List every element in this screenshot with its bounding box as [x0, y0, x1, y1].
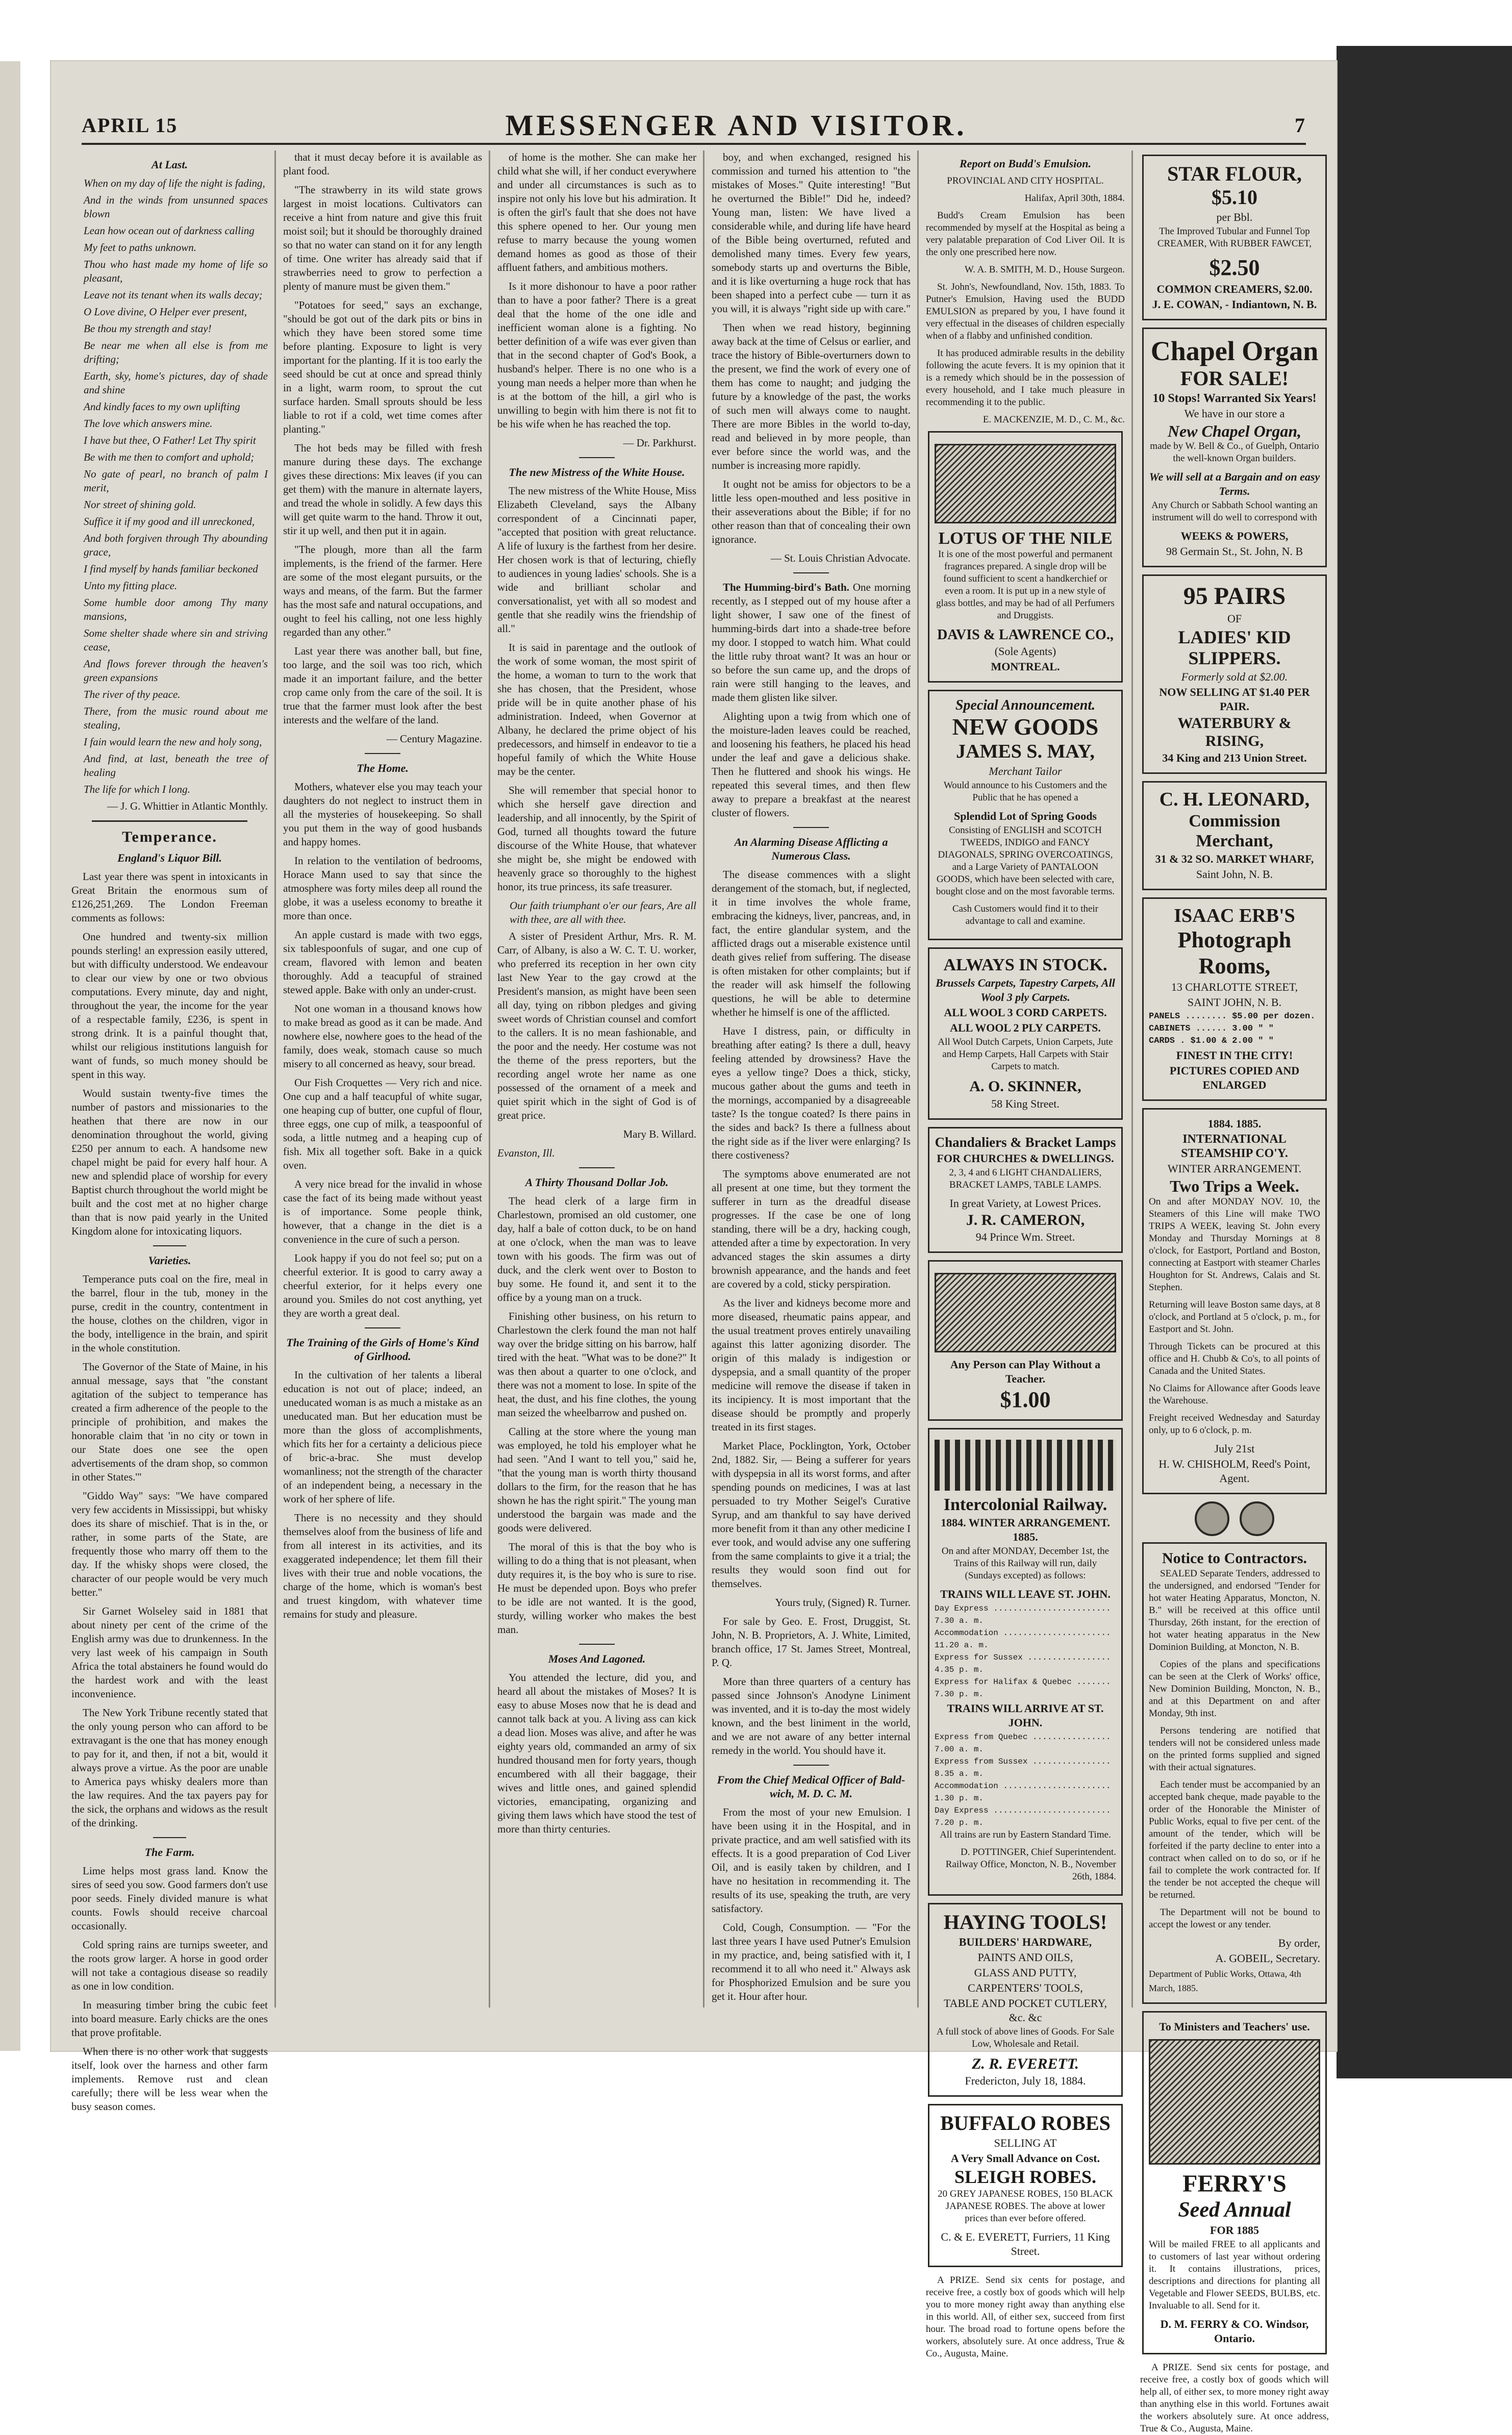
poem-line: Suffice it if my good and ill unreckoned, [84, 515, 255, 528]
ad-text: The Department will not be bound to accept the lowest or any tender. [1149, 1906, 1320, 1930]
ad-text: All Wool Dutch Carpets, Union Carpets, Jute and Hemp Carpets, Hall Carpets with Stair Carpets to match. [938, 1037, 1113, 1072]
article-paragraph: boy, and when exchanged, resigned his commission and turned his attention to "the mistakes of Moses." Quite interesting! "But he overturned the Bible!" Did he, indeed? Young man, listen: We have lived a considerable while, and during life have heard of the Bible being overturned, refuted and demolished many times. Every few years, somebody starts up and overturns the Bible, and it is like overturning a huge rock that has been shaped into a perfect cube — turn it as you will, it is always "right side up with care." [712, 151, 911, 315]
article-paragraph: "The strawberry in its wild state grows largest in moist locations. Cultivators can receive a hint from nature and give this fruit moist soil; but it should be thoroughly drained so that no water can stand on it for any length of time. One writer has already said that if strawberries need to grow to perfection a plenty of manure must be given them." [283, 184, 482, 292]
ad-text: Returning will leave Boston same days, at 8 o'clock, and Portland at 5 o'clock, p. m., for Eastport and St. John. [1149, 1299, 1320, 1335]
article-paragraph: An apple custard is made with two eggs, six tablespoonfuls of sugar, and one cup of cream, flavored with lemon and beaten thoroughly. Add a teacupful of strained stewed apple. Bake with only an under-crust. [283, 928, 482, 996]
section-heading-temperance: Temperance. [122, 829, 217, 845]
creamer-price: $2.50 [1209, 255, 1260, 280]
poem-line: My feet to paths unknown. [84, 241, 197, 254]
poem-line: I find myself by hands familiar beckoned [84, 563, 258, 575]
haying-item: TABLE AND POCKET CUTLERY, &c. &c [943, 1996, 1107, 2024]
poem-line: And kindly faces to my own uplifting [84, 400, 240, 413]
cameron-address: 94 Prince Wm. Street. [975, 1231, 1075, 1244]
robes-ad [928, 2104, 1123, 2267]
announcement-title: Special Announcement. [955, 697, 1096, 714]
ad-date: July 21st [1214, 1442, 1255, 1455]
erb-title: Photograph Rooms, [1177, 927, 1292, 978]
contractors-notice [1142, 1542, 1327, 2004]
slippers-count: 95 PAIRS [1183, 583, 1286, 610]
ad-text: Would announce to his Customers and the Public that he has opened a [943, 780, 1107, 804]
slippers-ad [1142, 574, 1327, 774]
royal-arms-emblem-icon [1140, 1501, 1329, 1536]
masthead [82, 107, 1306, 145]
price-row: CABINETS ...... 3.00 " " [1149, 1024, 1274, 1034]
teacher-price: $1.00 [1000, 1387, 1051, 1413]
merchant-name: JAMES S. MAY, [956, 741, 1095, 763]
quoted-verse: Our faith triumphant o'er our fears, Are all with thee, are all with thee. [510, 899, 696, 925]
new-goods-title: NEW GOODS [952, 714, 1099, 740]
teachers-title: To Ministers and Teachers' use. [1159, 2020, 1310, 2033]
article-paragraph: In relation to the ventilation of bedrooms, Horace Mann used to say that since the atmosphere was forty miles deep all round the globe, it was a useless economy to breathe it more than once. [283, 855, 482, 922]
ad-text: COMMON CREAMERS, $2.00. [1156, 282, 1313, 295]
article-paragraph: For sale by Geo. E. Frost, Druggist, St. John, N. B. Proprietors, A. J. White, Limited, branch office, 17 St. James Street, Montreal, P. Q. [712, 1615, 911, 1669]
davis-lawrence-city: MONTREAL. [991, 660, 1060, 673]
article-paragraph: The new mistress of the White House, Miss Elizabeth Cleveland, says the Albany correspondent of a Cincinnati paper, "accepted that position with great reluctance. A life of luxury is the farthest from her desire. Her chosen work is that of lecturing, chiefly to audiences in young ladies' schools. She is a wide and brilliant scholar and conversationalist, yet with all so modest and gentle that she readily wins the friendship of all." [497, 485, 696, 635]
ad-text: Through Tickets can be procured at this office and H. Chubb & Co's, to all points of Canada and the United States. [1149, 1341, 1320, 1376]
article-paragraph: She will remember that special honor to which she herself gave direction and leadership, and all innocently, by the Spirit of God, turned all thoughts toward the future discourse of the White House, that whatever she might be, she might be endowed with heavenly grace so thoroughly to the highest honor, its true princess, its safe treasurer. [497, 784, 696, 893]
issue-date: APRIL 15 [82, 113, 178, 137]
column-3 [497, 150, 696, 2007]
timetable-row: Express for Halifax & Quebec ....... 7.30 p. m. [935, 1677, 1111, 1699]
timetable-row: Accommodation ...................... 11.20 a. m. [935, 1628, 1111, 1650]
railway-ad [928, 1428, 1123, 1896]
article-paragraph: You attended the lecture, did you, and heard all about the mistakes of Moses? It is easy to abuse Moses now that he is dead and cannot talk back at you. A living ass can kick a dead lion. Moses was alive, and after he was eighty years old, commanded an army of six hundred thousand men for forty years, though encumbered with all their baggage, their wives and little ones, and gained splendid victories, emancipating, organizing and giving them laws which have stood the test of more than thirty centuries. [497, 1671, 696, 1835]
ad-title: Report on Budd's Emulsion. [960, 157, 1091, 170]
article-title: Moses And Lagoned. [548, 1652, 646, 1665]
article-title: The Home. [357, 762, 409, 774]
lotus-title: LOTUS OF THE NILE [938, 529, 1113, 548]
ad-text: Consisting of ENGLISH and SCOTCH TWEEDS, INDIGO and FANCY DIAGONALS, SPRING OVERCOATINGS, and a Large Variety of PANTALOON GOODS, which have been selected with care, bought close and on the most favorable terms. [936, 825, 1115, 897]
article-divider [365, 753, 400, 754]
leonard-city: Saint John, N. B. [1196, 868, 1273, 881]
article-title: From the Chief Medical Officer of Bald-wich, M. D. C. M. [717, 1773, 905, 1800]
steamship-years: 1884. 1885. [1207, 1117, 1262, 1131]
ad-text: NOW SELLING AT $1.40 PER PAIR. [1159, 686, 1310, 713]
article-divider [365, 1327, 400, 1328]
poem-line: I fain would learn the new and holy song, [84, 736, 262, 748]
ad-signature: C. & E. EVERETT, Furriers, 11 King Street. [941, 2230, 1110, 2257]
article-paragraph: Cold, Cough, Consumption. — "For the last three years I have used Putner's Emulsion in my practice, and, being satisfied with it, I recommend it to all who need it." Always ask for Phosphorized Emulsion and be sure you get it. Hour after hour. [712, 1921, 911, 2002]
ferry-subtitle: Seed Annual [1178, 2198, 1291, 2222]
ad-text: We will sell at a Bargain and on easy Terms. [1149, 470, 1320, 498]
erb-name: ISAAC ERB'S [1174, 905, 1295, 927]
prize-ad: A PRIZE. Send six cents for postage, and receive free, a costly box of goods which will help you to more money right away than anything else in this world. All, of either sex, succeed from first hour. The broad road to fortune opens before the workers, absolutely sure. At once address, True & Co., Augusta, Maine. [926, 2274, 1125, 2359]
ad-signature: H. W. CHISHOLM, Reed's Point, Agent. [1158, 1458, 1311, 1485]
article-paragraph: Calling at the store where the young man was employed, he told his employer what he had seen. "And I want to tell you," said he, "that the young man is worth thirty thousand dollars to the firm, for the reason that he has shown he has the right spirit." The young man understood the bargain was made and the goods were delivered. [497, 1425, 696, 1534]
ad-text: Cash Customers would find it to their advantage to call and examine. [952, 903, 1099, 927]
poem-line: Earth, sky, home's pictures, day of shade and shine [84, 370, 268, 396]
steamship-ad [1142, 1108, 1327, 1494]
article-paragraph: "The plough, more than all the farm implements, is the friend of the farmer. Here are some of the most elegant pursuits, or the ways and means, of the farm. But the farmer has the most safe and natural occupations, and ought to feel his calling, not one less highly regarded than any other." [283, 543, 482, 638]
train-engraving-illustration [935, 1440, 1116, 1491]
ad-text: A full stock of above lines of Goods. For Sale Low, Wholesale and Retail. [936, 2026, 1115, 2049]
article-paragraph: The hot beds may be filled with fresh manure during these days. The exchange gives these directions: Mix leaves (if you can get them) with the manure in alternate layers, and tread the whole in solidly. A few days this will get quite warm to the hand. Throw it out, stir it up well, and then put it in again. [283, 442, 482, 537]
article-paragraph: It is said in parentage and the outlook of the work of some woman, the most spirit of the home, a woman to turn to the work that she has chosen, that the President, whose pride will be in quite another phase of his administration. Indeed, when Governor at Albany, he declared the prime object of his predecessors, and himself in endeavor to tie a hopeful family of which the White House may be the center. [497, 641, 696, 777]
article-paragraph: The disease commences with a slight derangement of the stomach, but, if neglected, it in time involves the whole frame, embracing the kidneys, liver, pancreas, and, in fact, the entire glandular system, and the afflicted drags out a miserable existence until death gives relief from suffering. The disease is often mistaken for other complaints; but if the reader will ask himself the following questions, he will be able to determine whether he himself is one of the afflicted. [712, 868, 911, 1018]
slippers-title: LADIES' KID SLIPPERS. [1178, 626, 1291, 669]
article-paragraph: Not one woman in a thousand knows how to make bread as good as it can be made. And nowhere else, nowhere goes to the head of the family, does weak, stomach cause so much misery to all concerned as heavy, sour bread. [283, 1002, 482, 1070]
robes-title: BUFFALO ROBES [940, 2112, 1111, 2135]
james-may-ad [928, 690, 1123, 940]
ad-text: Each tender must be accompanied by an accepted bank cheque, made payable to the order of the Honorable the Minister of Public Works, equal to five per cent. of the amount of the tender, which will be forfeited if the party decline to enter into a contract when called on to do so, or if he fail to complete the work contracted for. If the tender be not accepted the cheque will be returned. [1149, 1779, 1320, 1900]
poem-line: O Love divine, O Helper ever present, [84, 306, 247, 318]
robes-line: A Very Small Advance on Cost. [950, 2152, 1100, 2165]
ad-text: made by W. Bell & Co., of Guelph, Ontario the well-known Organ builders. [1150, 441, 1319, 464]
article-paragraph: One hundred and twenty-six million pounds sterling! an expression easily uttered, but with difficulty understood. We endeavour to clear our view by one or two obvious computations. Every minute, day and night, throughout the year, the income for the year of a respectable family, £236, is spent in strong drink. It is a painful thought that, whilst our religious institutions languish for want of funds, so much money should be spent in this way. [71, 931, 268, 1081]
timetable-arrivals [935, 1731, 1116, 1829]
cameron-name: J. R. CAMERON, [966, 1211, 1085, 1228]
skinner-name: A. O. SKINNER, [969, 1078, 1081, 1095]
article-title: The new Mistress of the White House. [509, 466, 685, 479]
article-paragraph: Have I distress, pain, or difficulty in breathing after eating? Is there a dull, heavy feeling attended by drowsiness? Have the eyes a yellow tinge? Does a thick, sticky, mucous gather about the gums and teeth in the mornings, accompanied by a disagreeable taste? Is the tongue coated? Is there pains in the sides and back? Is there a fullness about the right side as if the liver were enlarging? Is there costiveness? [712, 1025, 911, 1161]
robes-line: SELLING AT [994, 2137, 1057, 2150]
column-4 [712, 150, 911, 2007]
article-paragraph: A very nice bread for the invalid in whose case the fact of its being made without yeast is of importance. Some people think, however, that a change in the diet is a convenience in the cure of such a person. [283, 1178, 482, 1245]
steamship-title: INTERNATIONAL STEAMSHIP CO'Y. [1181, 1133, 1288, 1161]
newspaper-title: MESSENGER AND VISITOR. [505, 108, 967, 142]
ad-signature: W. A. B. SMITH, M. D., House Surgeon. [964, 264, 1125, 275]
poem-line: Be thou my strength and stay! [84, 322, 212, 335]
steamship-trips: Two Trips a Week. [1170, 1177, 1299, 1196]
ad-text: Budd's Cream Emulsion has been recommended by myself at the Hospital as being a very palatable preparation of Cod Liver Oil. It is the only one prescribed here now. [926, 210, 1125, 258]
stock-line: ALL WOOL 2 PLY CARPETS. [950, 1021, 1101, 1035]
flour-title: STAR FLOUR, [1167, 162, 1302, 185]
column-rule [917, 150, 919, 2007]
article-paragraph: Temperance puts coal on the fire, meal in the barrel, flour in the tub, money in the purse, credit in the country, contentment in the house, clothes on the children, vigor in the body, intelligence in the brain, and spirit in the whole constitution. [71, 1273, 268, 1354]
ad-signature: A. GOBEIL, Secretary. [1215, 1951, 1320, 1965]
article-divider [579, 1644, 615, 1645]
ad-text: Any Church or Sabbath School wanting an instrument will do well to correspond with [1151, 500, 1318, 523]
article-paragraph: As the liver and kidneys become more and more diseased, rheumatic pains appear, and the usual treatment proves entirely unavailing against this latter agonizing disorder. The origin of this malady is indigestion or dyspepsia, and a small quantity of the proper medicine will remove the disease if taken in its incipiency. It is most important that the disease should be promptly and properly treated in its first stages. [712, 1297, 911, 1433]
article-paragraph: Would sustain twenty-five times the number of pastors and missionaries to the heathen that there are now in our denomination throughout the world, giving £250 per annum to each. A handsome new chapel might be paid for every half hour. A new and splendid place of worship for every Baptist church throughout the world might be built and the cost met at no higher charge than that is now paid yearly in the United Kingdom alone for intoxicating liquors. [71, 1087, 268, 1237]
column-rule [489, 150, 490, 2007]
leonard-name: C. H. LEONARD, [1159, 789, 1310, 811]
erb-photograph-ad [1142, 897, 1327, 1101]
timetable-row: Day Express ........................ 7.30 a. m. [935, 1603, 1111, 1625]
ferry-firm: D. M. FERRY & CO. Windsor, Ontario. [1160, 2317, 1309, 2345]
ad-text: The Improved Tubular and Funnel Top CREAMER, With RUBBER FAWCET, [1157, 226, 1312, 249]
column-2 [283, 150, 482, 2007]
ad-text: Will be mailed FREE to all applicants and to customers of last year without ordering it. It contains illustrations, prices, descriptions and directions for planting all Vegetable and Flower SEEDS, BULBS, etc. Invaluable to all. Send for it. [1149, 2239, 1320, 2311]
column-5-ads [926, 150, 1125, 2359]
poem-line: Thou who hast made my home of life so pleasant, [84, 258, 268, 284]
poem-line: And find, at last, beneath the tree of healing [84, 752, 268, 779]
article-paragraph: A sister of President Arthur, Mrs. R. M. Carr, of Albany, is also a W. C. T. U. worker, who preferred its reception in her own city last New Year to the gay crowd at the President's mansion, as might have been seen all day, tying on ribbon pledges and giving sweet words of Christian counsel and comfort to the callers. It is no mean fashionable, and the poor and the needy. Her costume was not the theme of the press reporters, but the recording angel wrote her name as one possessed of the ornament of a meek and quiet spirit which in the sight of God is of great price. [497, 930, 696, 1121]
erb-city: SAINT JOHN, N. B. [1187, 996, 1282, 1009]
article-divider [793, 572, 829, 573]
article-paragraph: Our Fish Croquettes — Very rich and nice. One cup and a half teacupful of white sugar, one heaping cup of butter, one cupful of flour, three eggs, one cup of milk, a teaspoonful of soda, a little nutmeg and a heaping cup of fish. Mix all together soft. Bake in a quick oven. [283, 1076, 482, 1171]
article-title: A Thirty Thousand Dollar Job. [525, 1176, 669, 1189]
article-title: The Training of the Girls of Home's Kind of Girlhood. [286, 1336, 479, 1363]
page-number: 7 [1295, 113, 1306, 137]
steamship-subtitle: WINTER ARRANGEMENT. [1167, 1162, 1302, 1175]
article-paragraph: Lime helps most grass land. Know the sires of seed you sow. Good farmers don't use poor seeds. Finely divided manure is what counts. Fowls should receive charcoal occasionally. [71, 1865, 268, 1932]
ad-highlight: Splendid Lot of Spring Goods [954, 810, 1097, 823]
ad-text: Persons tendering are notified that tenders will not be considered unless made on the printed forms supplied and signed with their actual signatures. [1149, 1725, 1320, 1773]
leonard-address: 31 & 32 SO. MARKET WHARF, [1155, 852, 1314, 866]
poem-line: Leave not its tenant when its walls decay; [84, 289, 263, 301]
ad-text: St. John's, Newfoundland, Nov. 15th, 1883. To Putner's Emulsion, Having used the BUDD EMULSION as prepared by you, I have found it very effectual in the diseases of children especially when of a flabby and unfinished condition. [926, 282, 1125, 341]
article-credit: — St. Louis Christian Advocate. [770, 552, 911, 564]
ad-text: 20 GREY JAPANESE ROBES, 150 BLACK JAPANESE ROBES. The above at lower prices than ever before offered. [938, 2188, 1113, 2224]
article-paragraph: Cold spring rains are turnips sweeter, and the roots grow larger. A horse in good order will not take a contagious disease so readily as one in low condition. [71, 1939, 268, 1992]
haying-item: PAINTS AND OILS, [977, 1950, 1073, 1964]
ad-subtitle: PROVINCIAL AND CITY HOSPITAL. [947, 175, 1104, 186]
article-title: An Alarming Disease Afflicting a Numerous Class. [734, 836, 888, 862]
poem-line: Be near me when all else is from me drifting; [84, 339, 268, 365]
railway-title: Intercolonial Railway. [943, 1495, 1107, 1514]
ad-text: We have in our store a [1184, 407, 1285, 420]
article-paragraph: It ought not be amiss for objectors to be a little less open-mouthed and less positive in their asseverations about the Bible; if for no other reason than that of concealing their own ignorance. [712, 478, 911, 545]
timetable-row: Express from Sussex ................ 8.35 a. m. [935, 1756, 1111, 1778]
poem-line: Be with me then to comfort and uphold; [84, 451, 255, 463]
timetable-heading: TRAINS WILL LEAVE ST. JOHN. [940, 1587, 1111, 1600]
article-credit: — Century Magazine. [386, 733, 482, 745]
article-divider [153, 1837, 186, 1838]
timetable-heading: TRAINS WILL ARRIVE AT ST. JOHN. [947, 1701, 1104, 1729]
ad-text: On and after MONDAY, December 1st, the Trains of this Railway will run, daily (Sundays excepted) as follows: [941, 1545, 1110, 1581]
ad-text: 2, 3, 4 and 6 LIGHT CHANDALIERS, BRACKET LAMPS, TABLE LAMPS. [949, 1167, 1102, 1190]
article-paragraph: There is no necessity and they should themselves aloof from the business of life and from all interest in its activities, and its exaggerated independence; let them fill their lives with their true and noble vocations, the charge of the home, which is woman's best and truest kingdom, with whatever time remains for study and pleasure. [283, 1512, 482, 1620]
poem-line: Nor street of shining gold. [84, 498, 196, 511]
column-1 [71, 150, 268, 2113]
timetable-row: Day Express ........................ 7.20 p. m. [935, 1805, 1111, 1827]
article-paragraph [712, 581, 911, 705]
article-paragraph: More than three quarters of a century has passed since Johnson's Anodyne Liniment was invented, and it is to-day the most widely known, and the best liniment in the world, and we are not aware of any better internal remedy in the world. You should have it. [712, 1675, 911, 1756]
erb-address: 13 CHARLOTTE STREET, [1171, 981, 1298, 994]
article-divider [793, 1765, 829, 1766]
haying-tools-ad [928, 1903, 1123, 2097]
stock-subtitle: Brussels Carpets, Tapestry Carpets, All Wool 3 ply Carpets. [936, 976, 1115, 1004]
article-paragraph: The New York Tribune recently stated that the only young person who can afford to be extravagant is the one that has money enough to pay for it, and then, if not a bit, would it always prove a virtue. As the poor are unable to America pays whisky dealers more than the law requires. And the tax payers pay for the sick, the orphans and widows as the result of the drinking. [71, 1706, 268, 1829]
article-paragraph: The head clerk of a large firm in Charlestown, promised an old customer, one day, half a bale of cotton duck, to be on hand at one o'clock, when the man was to leave town with his goods. The firm was out of duck, and the clerk went over to Boston to buy some. He found it, and sent it to the office by a young man on a truck. [497, 1195, 696, 1303]
poem-line: And flows forever through the heaven's green expansions [84, 658, 268, 684]
music-teacher-ad [928, 1260, 1123, 1421]
lotus-ad [928, 431, 1123, 683]
article-run-in-title: The Humming-bird's Bath. [723, 581, 849, 593]
lotus-engraving-illustration [935, 444, 1116, 523]
book-engraving-illustration [1149, 2039, 1320, 2165]
article-credit: Mary B. Willard. [623, 1128, 696, 1140]
organ-address: 98 Germain St., St. John, N. B [1166, 545, 1303, 558]
poem-line: Some humble door among Thy many mansions, [84, 596, 268, 622]
timetable-departures [935, 1602, 1116, 1700]
ad-signature: D. POTTINGER, Chief Superintendent. Railway Office, Moncton, N. B., November 26th, 1884. [945, 1846, 1116, 1882]
article-paragraph: "Potatoes for seed," says an exchange, "should be got out of the dark pits or bins in which they have been stored some time before planting. Exposure to light is very important for the planting. If it is too early the seed should be cut at once and spread thinly in a light, warm room, to sprout the cut surface harden. Small sprouts should be less liable to rot if a cold, wet time comes after planting." [283, 299, 482, 435]
column-rule [703, 150, 704, 2007]
article-paragraph: Market Place, Pocklington, York, October 2nd, 1882. Sir, — Being a sufferer for years with dyspepsia in all its worst forms, and after spending pounds on medicines, I was at last persuaded to try Mother Seigel's Curative Syrup, and am thankful to say have derived more benefit from it than any other medicine I ever took, and would advise any one suffering from the same complaints to give it a trial; the results they would soon find out for themselves. [712, 1440, 911, 1590]
railway-subtitle: 1884. WINTER ARRANGEMENT. 1885. [941, 1516, 1110, 1543]
leonard-role: Commission Merchant, [1189, 812, 1280, 851]
article-paragraph: Is it more dishonour to have a poor rather than to have a poor father? There is a great deal that the home of the one idle and inefficient woman alone is a fighting. No better definition of a wife was ever given than that in the second chapter of God's Book, a husband's helper. There is no one who is a young man needs a helper more than when he is at the bottom of the hill, a girl who is unwilling to begin with him there is not fit to be his wife when he has reached the top. [497, 280, 696, 430]
poem-body [71, 177, 268, 796]
everett-address: Fredericton, July 18, 1884. [965, 2074, 1086, 2088]
erb-price-list [1149, 1011, 1320, 1047]
poem-line: The love which answers mine. [84, 417, 213, 430]
davis-lawrence-name: DAVIS & LAWRENCE CO., [937, 627, 1114, 643]
waterbury-address: 34 King and 213 Union Street. [1162, 751, 1307, 765]
article-paragraph: Then when we read history, beginning away back at the time of Celsus or earlier, and trace the history of Bible-overturners down to the present, we find the work of every one of them has come to naught; and judging the future by a knowledge of the past, the works of such men will always come to naught. There are more Bibles in the world to-day, read and believed in by more people, than ever before since the world was, and the number is increasing more rapidly. [712, 321, 911, 471]
previous-page-edge [0, 61, 20, 2051]
article-paragraph: Mothers, whatever else you may teach your daughters do not neglect to instruct them in all the mysteries of housekeeping. So shall you put them in the way of good husbands and happy homes. [283, 781, 482, 848]
timetable-row: Express from Quebec ................ 7.00 a. m. [935, 1732, 1111, 1754]
flour-price: $5.10 [1212, 186, 1257, 209]
column-6-ads [1140, 150, 1329, 2434]
ad-signature: E. MACKENZIE, M. D., C. M., &c. [982, 414, 1125, 425]
poem-line: I have but thee, O Father! Let Thy spirit [84, 434, 256, 446]
poem-line: And in the winds from unsunned spaces blown [84, 194, 268, 220]
ferry-year: FOR 1885 [1210, 2223, 1259, 2237]
ferry-title: FERRY'S [1182, 2170, 1287, 2197]
piano-engraving-illustration [935, 1273, 1116, 1352]
chapel-organ-ad [1142, 328, 1327, 568]
article-paragraph: In measuring timber bring the cubic feet into board measure. Early chicks are the ones that prove profitable. [71, 1999, 268, 2039]
poem-line: When on my day of life the night is fading, [84, 177, 265, 189]
article-paragraph: that it must decay before it is available as plant food. [283, 151, 482, 177]
stock-title: ALWAYS IN STOCK. [943, 956, 1107, 975]
ad-text: It is one of the most powerful and permanent fragrances prepared. A single drop will be found sufficient to scent a handkerchief or even a room. It is put up in a new style of glass bottles, and may be had of all Perfumers and Druggists. [936, 549, 1115, 621]
article-title: The Farm. [144, 1846, 195, 1859]
article-dateline: Evanston, Ill. [497, 1147, 555, 1159]
article-paragraph: Look happy if you do not feel so; put on a cheerful exterior. It is good to carry away a cheerful exterior, for it helps every one around you. Smiles do not cost anything, yet they are worth a great deal. [283, 1252, 482, 1319]
article-paragraph: The symptoms above enumerated are not all present at one time, but they torment the sufferer in turn as the dreadful disease progresses. If the case be one of long standing, there will be a dry, hacking cough, attended after a time by expectoration. In very advanced stages the skin assumes a dirty brownish appearance, and the hands and feet are covered by a cold, sticky perspiration. [712, 1168, 911, 1290]
ad-signature: Department of Public Works, Ottawa, 4th March, 1885. [1149, 1968, 1301, 1993]
column-rule [274, 150, 276, 2007]
article-credit: — Dr. Parkhurst. [623, 437, 696, 449]
ad-text: It has produced admirable results in the debility following the acute fevers. It is my opinion that it is a remedy which should be in the possession of every household, and I take much pleasure in recommending it to the public. [926, 348, 1125, 408]
article-divider [793, 827, 829, 828]
ad-signature: By order, [1278, 1936, 1320, 1949]
article-title: England's Liquor Bill. [117, 851, 222, 864]
article-text: One morning recently, as I stepped out of my house after a light shower, I saw one of the finest of humming-birds dart into a shade-tree before my door. I stopped to watch him. What could the little ruby throat want? It was an hour or so before the sun came up, and the drops of rain were still hanging to the leaves, and made them glisten like silver. [712, 581, 911, 704]
ad-text: SEALED Separate Tenders, addressed to the undersigned, and endorsed "Tender for hot water Heating Apparatus, Moncton, N. B." will be received at this office until Thursday, 26th instant, for the erection of hot water heating apparatus in the New Dominion Building, at Moncton, N. B. [1149, 1568, 1320, 1652]
erb-pictures: PICTURES COPIED AND ENLARGED [1169, 1064, 1300, 1092]
organ-stops: 10 Stops! Warranted Six Years! [1152, 391, 1317, 405]
merchant-role: Merchant Tailor [989, 765, 1062, 778]
poem-line: Lean how ocean out of darkness calling [84, 224, 255, 237]
haying-subtitle: BUILDERS' HARDWARE, [959, 1935, 1092, 1948]
timetable-row: Accommodation ...................... 1.30 p. m. [935, 1781, 1111, 1803]
article-paragraph: The moral of this is that the boy who is willing to do a thing that is not pleasant, when duty requires it, is the boy who is sure to rise. He must be depended upon. Boys who prefer to be idle are not wanted. It is the good, sturdy, willing worker who makes the best man. [497, 1541, 696, 1636]
haying-item: CARPENTERS' TOOLS, [968, 1981, 1083, 1994]
article-paragraph: Finishing other business, on his return to Charlestown the clerk found the man not half way over the bridge sitting on his barrow, half tired with the heat. "What was to be done?" It was then about a quarter to one o'clock, and there was not a moment to lose. In spite of the heat, the dust, and his fine clothes, the young man seized the wheelbarrow and pushed on. [497, 1310, 696, 1419]
cowan-name: J. E. COWAN, - Indiantown, N. B. [1152, 297, 1317, 311]
background-dark-strip [1337, 46, 1512, 2078]
organ-for-sale: FOR SALE! [1180, 366, 1289, 390]
ad-text: In great Variety, at Lowest Prices. [949, 1196, 1101, 1210]
chandeliers-title: Chandaliers & Bracket Lamps [935, 1134, 1116, 1150]
article-paragraph: of home is the mother. She can make her child what she will, if her conduct everywhere and under all circumstances is such as to inspire not only his love but his admiration. It is often the girl's fault that she does not have this sphere opened to her. Our young men refuse to marry because the young women demand homes as good as those of their affluent fathers, and ambitious mothers. [497, 151, 696, 273]
leonard-ad [1142, 781, 1327, 890]
price-row: CARDS . $1.00 & 2.00 " " [1149, 1036, 1274, 1046]
slippers-of: OF [1227, 612, 1242, 625]
stock-line: ALL WOOL 3 CORD CARPETS. [944, 1006, 1107, 1019]
ad-text: Copies of the plans and specifications can be seen at the Clerk of Works' office, New Dominion Building, Moncton, N. B., and at this Department on and after Monday, 9th inst. [1149, 1659, 1320, 1719]
ad-date: Halifax, April 30th, 1884. [1024, 193, 1125, 204]
organ-firm: WEEKS & POWERS, [1180, 530, 1289, 543]
column-rule [1131, 150, 1133, 2007]
skinner-carpets-ad [928, 947, 1123, 1120]
article-credit: Yours truly, (Signed) R. Turner. [775, 1596, 911, 1609]
organ-highlight: New Chapel Organ, [1167, 421, 1302, 440]
poem-line: The life for which I long. [84, 783, 190, 795]
poem-title: At Last. [152, 158, 188, 171]
flour-unit: per Bbl. [1216, 211, 1253, 223]
poem-line: And both forgiven through Thy abounding grace, [84, 532, 268, 558]
organ-title: Chapel Organ [1150, 335, 1319, 366]
chandeliers-subtitle: FOR CHURCHES & DWELLINGS. [937, 1151, 1114, 1165]
article-paragraph: "Giddo Way" says: "We have compared very few accidents in Mississippi, but whisky does its share of mischief. That is in the, or rather, in some parts of the State, are frequently those who marry off them to the day. If the whisky shops were closed, the character of our people would be very much better." [71, 1490, 268, 1598]
ad-text: Formerly sold at $2.00. [1181, 670, 1288, 684]
skinner-address: 58 King Street. [991, 1097, 1060, 1110]
newspaper-page [51, 61, 1337, 2434]
article-title: Varieties. [148, 1254, 191, 1267]
sleigh-title: SLEIGH ROBES. [954, 2167, 1097, 2188]
erb-finest: FINEST IN THE CITY! [1176, 1049, 1293, 1062]
poem-line: There, from the music round about me stealing, [84, 705, 268, 731]
ad-text: No Claims for Allowance after Goods leave the Warehouse. [1149, 1383, 1320, 1406]
article-paragraph: In the cultivation of her talents a liberal education is not out of place; indeed, an uneducated woman is as much a mistake as an uneducated man. But her education must be more than the gloss of accomplishments, which fits her for a certainty a delicious piece of bric-a-brac. She must develop womanliness; not the strength of the character of an independent being, a necessary in the work of her sphere of life. [283, 1369, 482, 1505]
timetable-row: Express for Sussex ................. 4.35 p. m. [935, 1652, 1111, 1674]
haying-item: GLASS AND PUTTY, [974, 1966, 1077, 1979]
ad-text: All trains are run by Eastern Standard Time. [940, 1829, 1111, 1840]
article-divider [579, 1167, 615, 1168]
article-paragraph: From the most of your new Emulsion. I have been using it in the Hospital, and in private practice, and am well satisfied with its effects. It is a good preparation of Cod Liver Oil, and is easily taken by children, and I have no hesitation in recommending it. The results of its use, speaking the truth, are very satisfactory. [712, 1806, 911, 1915]
haying-title: HAYING TOOLS! [943, 1910, 1107, 1934]
everett-name: Z. R. EVERETT. [972, 2055, 1079, 2072]
article-divider [153, 1245, 186, 1246]
poem-line: The river of thy peace. [84, 688, 181, 700]
poem-line: Some shelter shade where sin and striving cease, [84, 627, 268, 653]
article-paragraph: The Governor of the State of Maine, in his annual message, says that "the constant agitation of the subject to temperance has created a firm adherence of the people to the principle of prohibition, and makes the honorable claim that 'in no city or town in our State does one see the open advertisements of the dram shop, so common in other States.'" [71, 1361, 268, 1483]
star-flour-ad [1142, 155, 1327, 320]
poem-credit: — J. G. Whittier in Atlantic Monthly. [107, 800, 268, 812]
ad-text: Freight received Wednesday and Saturday only, up to 6 o'clock, p. m. [1149, 1413, 1320, 1436]
prize-ad: A PRIZE. Send six cents for postage, and receive free, a costly box of goods which will help all, of either sex, to more money right away than anything else in this world. Fortunes await the workers absolutely sure. At once address, True & Co., Augusta, Maine. [1140, 2362, 1329, 2434]
waterbury-name: WATERBURY & RISING, [1177, 715, 1292, 749]
section-divider [92, 820, 247, 822]
article-paragraph: Alighting upon a twig from which one of the moisture-laden leaves could be reached, and loosening his feathers, he placed his head under the leaf and gave a delicious shake. Then he fluttered and shook his wings. He repeated this several times, and then flew away to prepare a breakfast at the nearest cluster of flowers. [712, 710, 911, 819]
article-paragraph: Last year there was another ball, but fine, too large, and the soil was too rich, which made it an important failure, and the better crop came only from the care of the soil. It is true that the farmer must look after the best interests and the welfare of the land. [283, 645, 482, 726]
article-divider [579, 457, 615, 458]
article-paragraph: Last year there was spent in intoxicants in Great Britain the enormous sum of £126,251,269. The London Freeman comments as follows: [71, 870, 268, 924]
chandeliers-ad [928, 1127, 1123, 1253]
teacher-title: Any Person can Play Without a Teacher. [950, 1358, 1101, 1386]
ad-text: On and after MONDAY NOV. 10, the Steamers of this Line will make TWO TRIPS A WEEK, leaving St. John every Monday and Thursday Mornings at 8 o'clock, for Eastport, Portland and Boston, connecting at Eastport with steamer Charles Houghton for St. Andrews, Calais and St. Stephen. [1149, 1196, 1320, 1293]
poem-line: Unto my fitting place. [84, 580, 178, 592]
davis-lawrence-sub: (Sole Agents) [994, 645, 1056, 658]
contractors-title: Notice to Contractors. [1162, 1550, 1307, 1567]
poem-line: No gate of pearl, no branch of palm I merit, [84, 468, 268, 494]
price-row: PANELS ........ $5.00 per dozen. [1149, 1012, 1316, 1022]
article-paragraph: When there is no other work that suggests itself, look over the harness and other farm implements. Remove rust and clean carefully; there will be less wear when the busy season comes. [71, 2045, 268, 2113]
ferry-seed-ad [1142, 2011, 1327, 2354]
article-paragraph: Sir Garnet Wolseley said in 1881 that about ninety per cent of the crime of the English army was due to drunkenness. In the very last week of his campaign in South Africa the total abstainers he found would do the hardest work and with the least inconvenience. [71, 1605, 268, 1700]
